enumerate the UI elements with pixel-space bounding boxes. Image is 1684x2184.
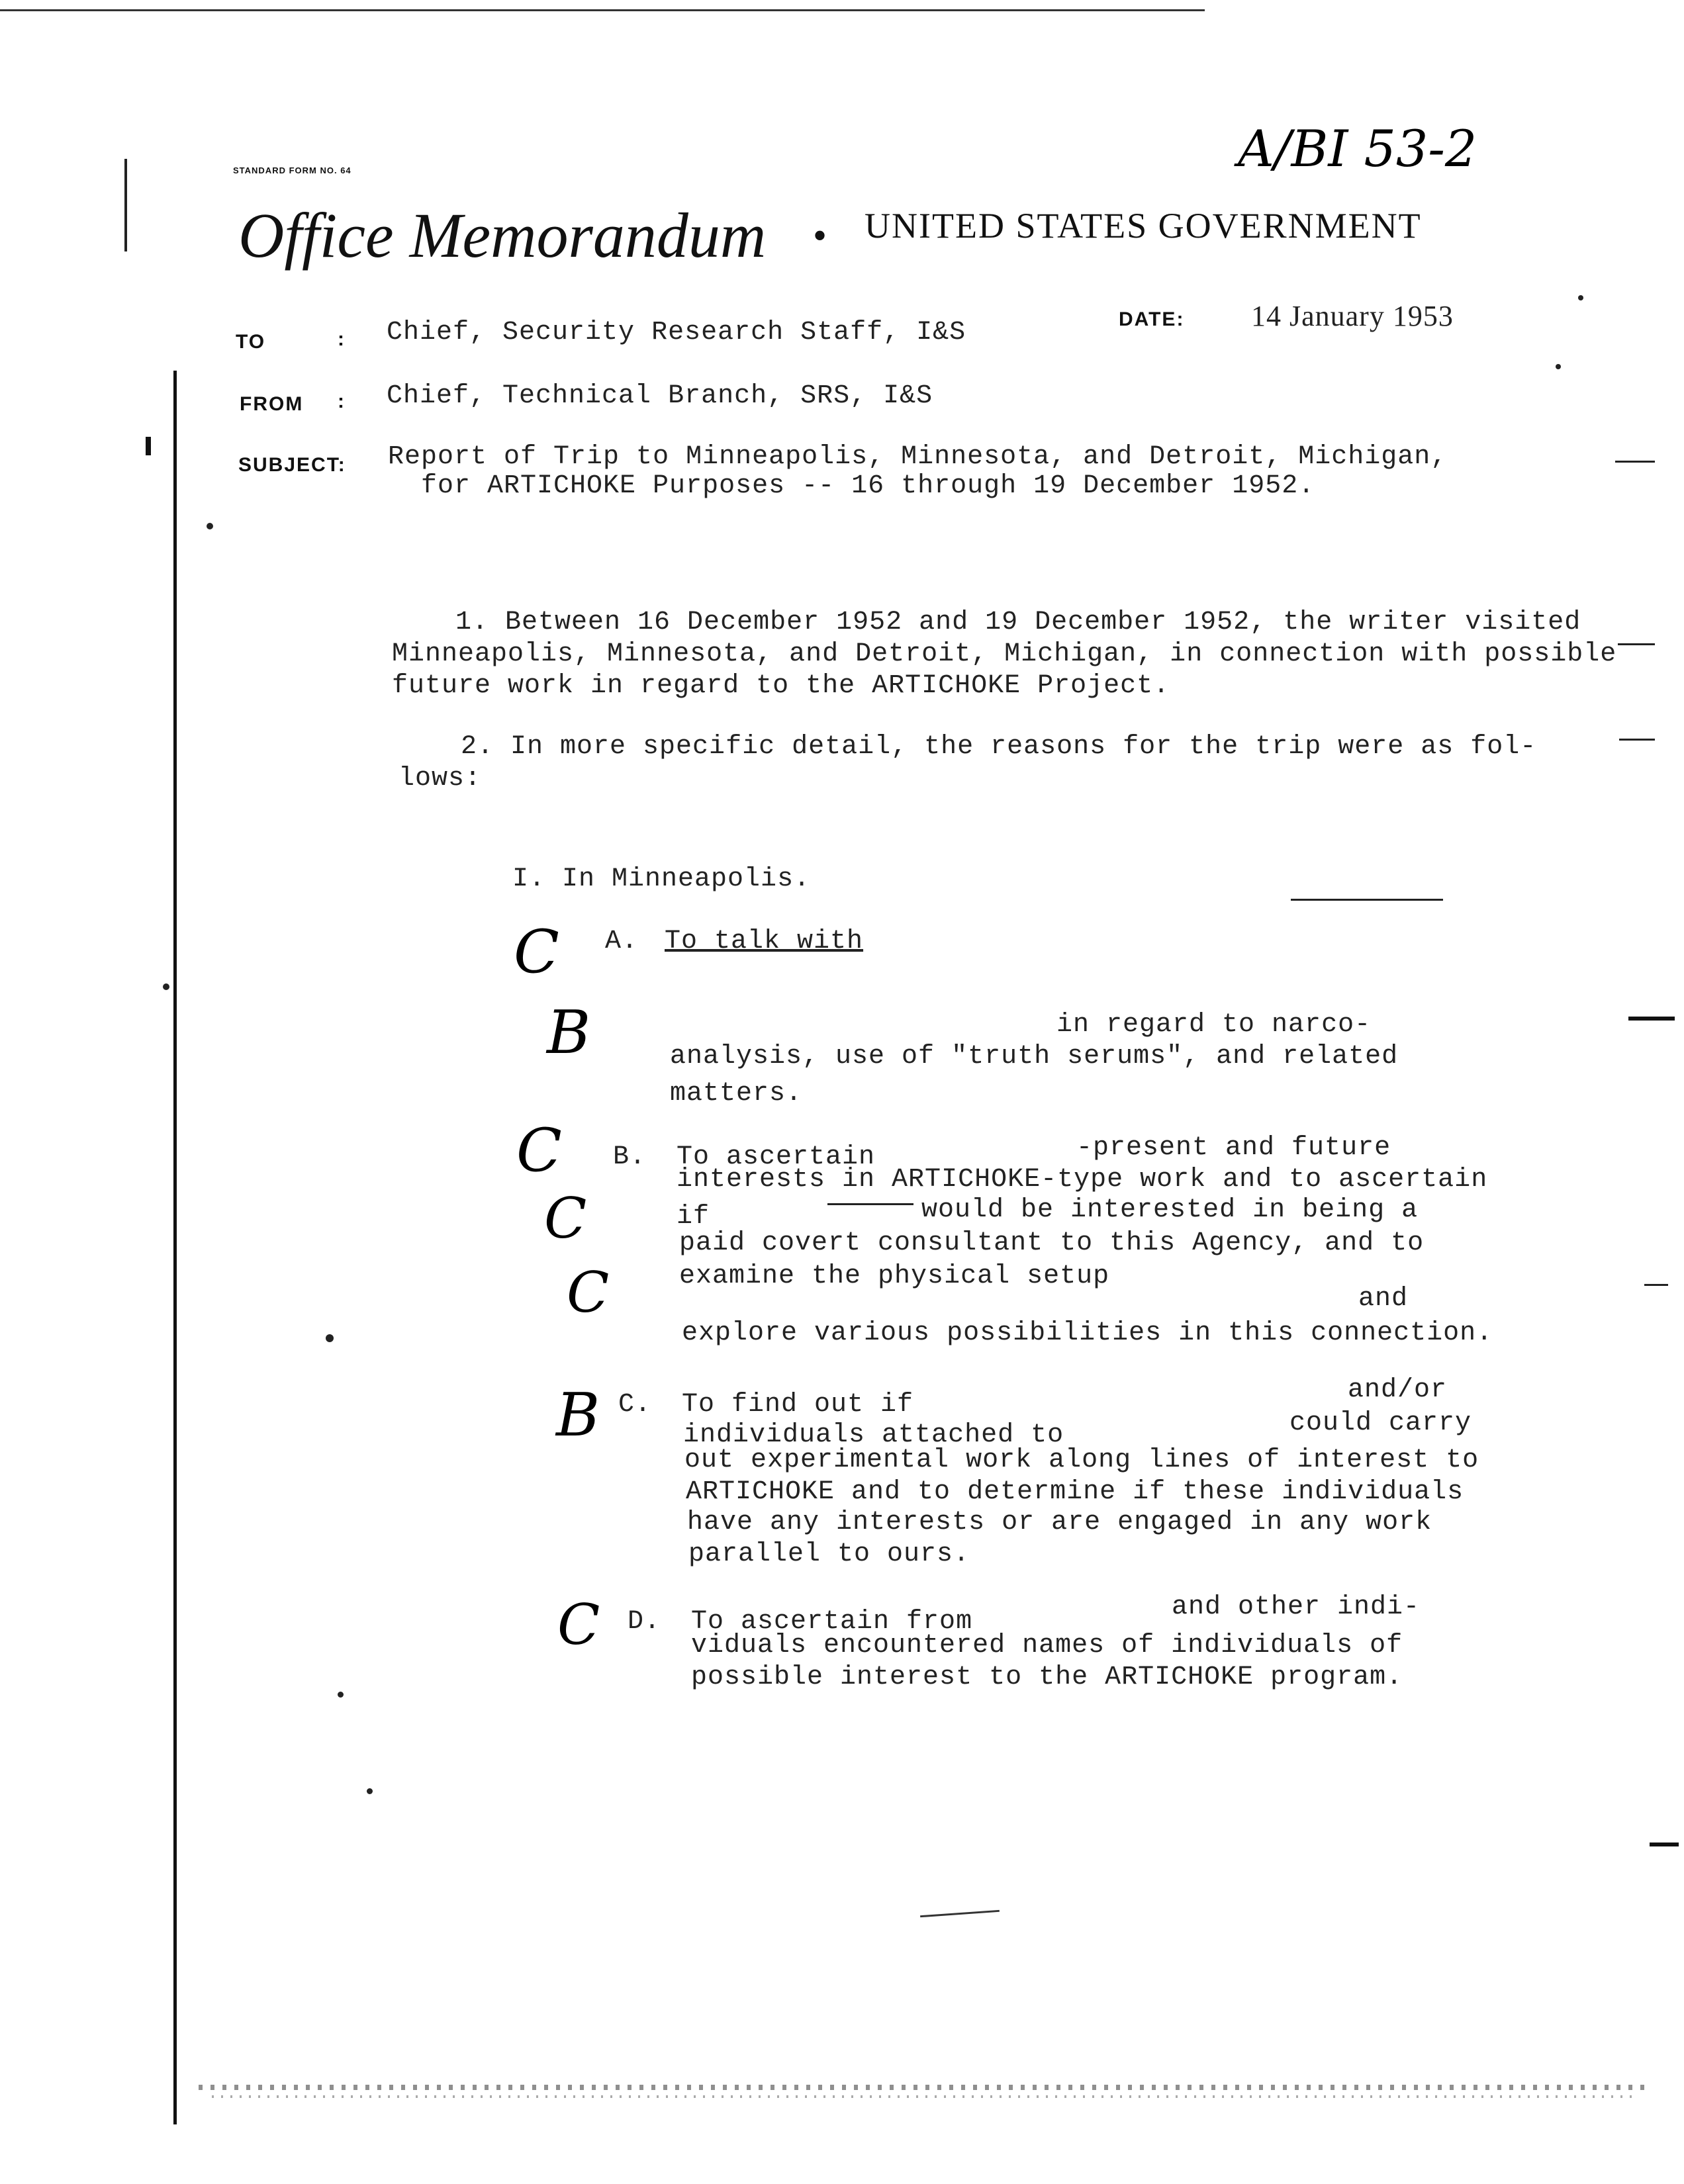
scan-speck: [367, 1788, 373, 1794]
item-b-line-3b: would be interested in being a: [921, 1195, 1419, 1225]
right-edge-mark: [1650, 1843, 1679, 1846]
office-memorandum-title: Office Memorandum: [238, 200, 767, 271]
to-colon: :: [338, 328, 346, 350]
bottom-noise-strip: [212, 2095, 1635, 2098]
subject-line-1: Report of Trip to Minneapolis, Minnesota, and Detroit, Michigan,: [388, 442, 1448, 472]
right-edge-mark: [1618, 643, 1655, 645]
to-value: Chief, Security Research Staff, I&S: [387, 318, 966, 347]
left-margin-tick: [124, 159, 127, 251]
item-c-line-1: To find out if: [682, 1390, 914, 1420]
date-value: 14 January 1953: [1251, 300, 1454, 332]
item-b-line-3a: if: [677, 1202, 710, 1232]
item-b-line-6: explore various possibilities in this connection.: [682, 1318, 1493, 1348]
margin-mark-c: B: [556, 1381, 600, 1450]
date-label: DATE:: [1119, 308, 1185, 330]
left-margin-tick2: [146, 437, 151, 455]
paragraph-1-line-1: 1. Between 16 December 1952 and 19 December 1952, the writer visited: [455, 608, 1581, 637]
scan-speck: [338, 1692, 344, 1698]
to-label: TO: [236, 331, 266, 353]
item-b-line-2: interests in ARTICHOKE-type work and to ascertain: [677, 1165, 1488, 1195]
item-c-line-2: individuals attached to: [683, 1420, 1064, 1450]
subject-label: SUBJECT:: [238, 454, 346, 476]
margin-mark-b3: C: [567, 1260, 610, 1325]
redaction-line-b: [827, 1203, 913, 1205]
scan-speck: [1578, 295, 1583, 300]
item-c-line-1b: and/or: [1348, 1375, 1448, 1405]
left-margin-line: [173, 371, 177, 2124]
margin-mark-a2: B: [547, 998, 591, 1068]
form-number-label: STANDARD FORM NO. 64: [233, 165, 351, 175]
item-c-label: C.: [618, 1390, 652, 1420]
redaction-underline: [1291, 899, 1443, 901]
scan-speck: [326, 1334, 334, 1342]
section-i-heading: I. In Minneapolis.: [512, 864, 811, 894]
scan-speck: [207, 523, 213, 529]
from-value: Chief, Technical Branch, SRS, I&S: [387, 381, 933, 411]
paragraph-2-line-2: lows:: [398, 764, 482, 794]
title-bullet: •: [813, 214, 827, 257]
item-a-line-1: To talk with: [665, 927, 864, 956]
item-d-line-3: possible interest to the ARTICHOKE program.: [691, 1662, 1403, 1692]
right-edge-mark: [1628, 1017, 1675, 1021]
scan-speck: [163, 983, 169, 990]
item-a-label: A.: [605, 927, 639, 956]
item-b-label: B.: [613, 1142, 647, 1172]
item-b-line-1b: -present and future: [1076, 1133, 1391, 1163]
item-d-line-1b: and other indi-: [1172, 1592, 1421, 1622]
margin-mark-b2: C: [544, 1186, 587, 1251]
item-c-line-3: out experimental work along lines of interest to: [684, 1445, 1479, 1475]
item-b-line-4: paid covert consultant to this Agency, and to: [679, 1228, 1425, 1258]
item-b-line-5: examine the physical setup: [679, 1261, 1110, 1291]
item-c-line-6: parallel to ours.: [688, 1539, 970, 1569]
stray-stroke: [920, 1910, 1000, 1917]
item-c-line-4: ARTICHOKE and to determine if these individuals: [686, 1477, 1464, 1507]
margin-mark-b: C: [516, 1116, 562, 1185]
item-d-label: D.: [628, 1607, 661, 1637]
item-b-line-5b: and: [1358, 1284, 1409, 1314]
paragraph-2-line-1: 2. In more specific detail, the reasons for the trip were as fol-: [461, 732, 1537, 762]
item-b-line-1: To ascertain: [677, 1142, 876, 1172]
item-c-line-5: have any interests or are engaged in any work: [687, 1508, 1432, 1537]
handwritten-reference: A/BI 53-2: [1238, 119, 1477, 178]
item-a-line-3: analysis, use of "truth serums", and related: [670, 1042, 1399, 1071]
margin-mark-d: C: [557, 1592, 600, 1657]
from-label: FROM: [240, 393, 304, 415]
margin-mark-a: C: [514, 917, 559, 987]
item-a-line-4: matters.: [670, 1079, 803, 1109]
right-edge-mark: [1615, 461, 1655, 463]
right-edge-mark: [1619, 739, 1655, 741]
subject-line-2: for ARTICHOKE Purposes -- 16 through 19 December 1952.: [421, 471, 1315, 501]
item-d-line-2: viduals encountered names of individuals of: [691, 1631, 1403, 1661]
bottom-noise-strip: [199, 2085, 1648, 2090]
government-title: UNITED STATES GOVERNMENT: [865, 206, 1422, 246]
right-edge-mark: [1644, 1284, 1668, 1286]
from-colon: :: [338, 390, 346, 412]
item-d-line-1: To ascertain from: [691, 1607, 973, 1637]
scan-speck: [1556, 364, 1561, 369]
top-edge-line: [0, 9, 1205, 11]
item-c-line-2b: could carry: [1289, 1408, 1472, 1438]
paragraph-1-line-2: Minneapolis, Minnesota, and Detroit, Michigan, in connection with possible: [392, 639, 1617, 669]
item-a-line-2: in regard to narco-: [1056, 1010, 1372, 1040]
paragraph-1-line-3: future work in regard to the ARTICHOKE Project.: [392, 671, 1170, 701]
